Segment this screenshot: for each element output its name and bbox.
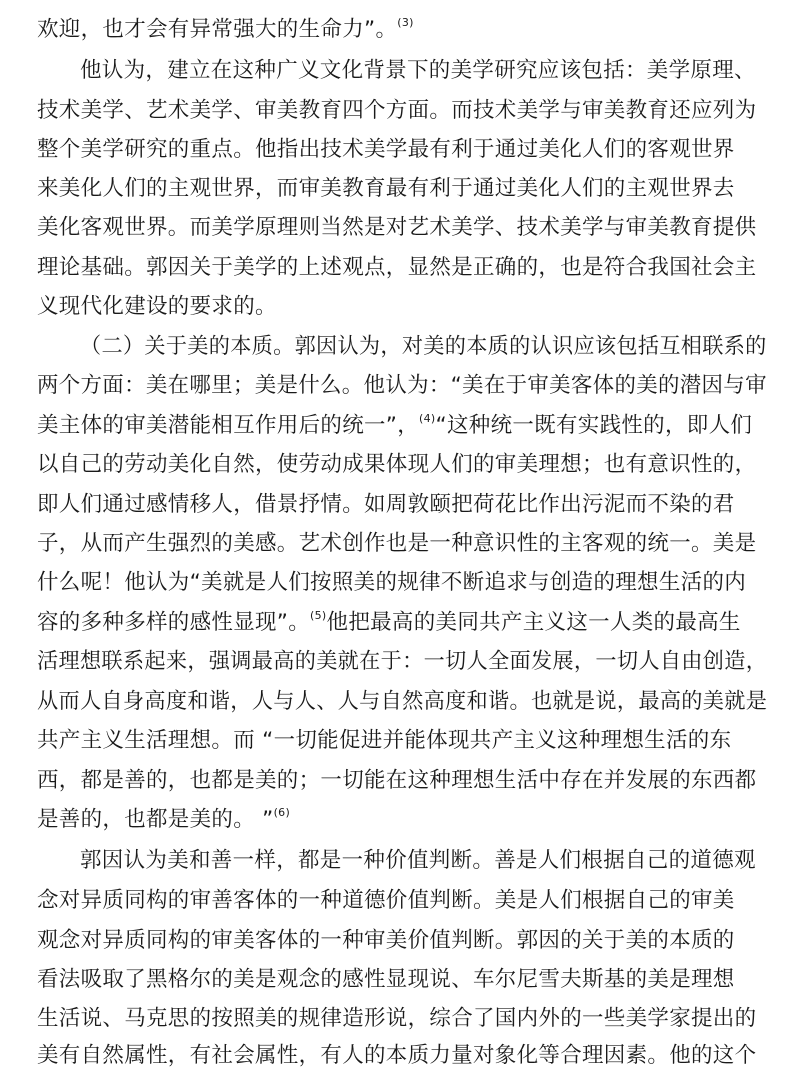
footnote-marker: (6)	[273, 806, 291, 819]
text-line: （二）关于美的本质。郭因认为，对美的本质的认识应该包括互相联系的	[80, 334, 767, 359]
text-line: 什么呢！他认为“美就是人们按照美的规律不断追求与创造的理想生活的内	[37, 570, 747, 595]
text-line: 念对异质同构的审善客体的一种道德价值判断。美是人们根据自己的审美	[37, 888, 735, 913]
text-line: 技术美学、艺术美学、审美教育四个方面。而技术美学与审美教育还应列为	[37, 98, 757, 123]
text-line: 两个方面：美在哪里；美是什么。他认为：“美在于审美客体的美的潜因与审	[37, 373, 767, 398]
text-line: 活理想联系起来，强调最高的美就在于：一切人全面发展，一切人自由创造，	[37, 649, 768, 674]
text-line: 是善的，也都是美的。 ”$^{(6)}$	[37, 806, 291, 832]
text-line: 他认为，建立在这种广义文化背景下的美学研究应该包括：美学原理、	[80, 58, 756, 83]
footnote-marker: (4)	[419, 412, 436, 425]
text-line: 来美化人们的主观世界，而审美教育最有利于通过美化人们的主观世界去	[37, 176, 735, 201]
text-line: 欢迎，也才会有异常强大的生命力”。$^{(3)}$	[37, 16, 414, 42]
text-line: 子，从而产生强烈的美感。艺术创作也是一种意识性的主客观的统一。美是	[37, 531, 757, 556]
text-line: 观念对异质同构的审美客体的一种审美价值判断。郭因的关于美的本质的	[37, 928, 735, 953]
text-line: 美主体的审美潜能相互作用后的统一”，$^{(4)}$“这种统一既有实践性的，即人们	[37, 412, 753, 438]
text-line: 整个美学研究的重点。他指出技术美学最有利于通过美化人们的客观世界	[37, 137, 735, 162]
text-line: 容的多种多样的感性显现”。$^{(5)}$他把最高的美同共产主义这一人类的最高生	[37, 609, 741, 635]
text-line: 理论基础。郭因关于美学的上述观点，显然是正确的，也是符合我国社会主	[37, 255, 757, 280]
text-line: 生活说、马克思的按照美的规律造形说，综合了国内外的一些美学家提出的	[37, 1006, 757, 1031]
text-line: 义现代化建设的要求的。	[37, 294, 277, 319]
footnote-marker: (3)	[397, 16, 414, 29]
text-line: 郭因认为美和善一样，都是一种价值判断。善是人们根据自己的道德观	[80, 848, 756, 873]
text-line: 美化客观世界。而美学原理则当然是对艺术美学、技术美学与审美教育提供	[37, 215, 757, 240]
text-line: 以自己的劳动美化自然，使劳动成果体现人们的审美理想；也有意识性的，	[37, 452, 757, 477]
text-line: 看法吸取了黑格尔的美是观念的感性显现说、车尔尼雪夫斯基的美是理想	[37, 967, 735, 992]
text-line: 共产主义生活理想。而 “一切能促进并能体现共产主义这种理想生活的东	[37, 728, 732, 753]
text-line: 美有自然属性，有社会属性，有人的本质力量对象化等合理因素。他的这个	[37, 1043, 757, 1068]
text-line: 从而人自身高度和谐，人与人、人与自然高度和谐。也就是说，最高的美就是	[37, 689, 768, 714]
footnote-marker: (5)	[310, 609, 327, 622]
text-line: 即人们通过感情移人，借景抒情。如周敦颐把荷花比作出污泥而不染的君	[37, 492, 735, 517]
text-line: 西，都是善的，也都是美的；一切能在这种理想生活中存在并发展的东西都	[37, 768, 757, 793]
